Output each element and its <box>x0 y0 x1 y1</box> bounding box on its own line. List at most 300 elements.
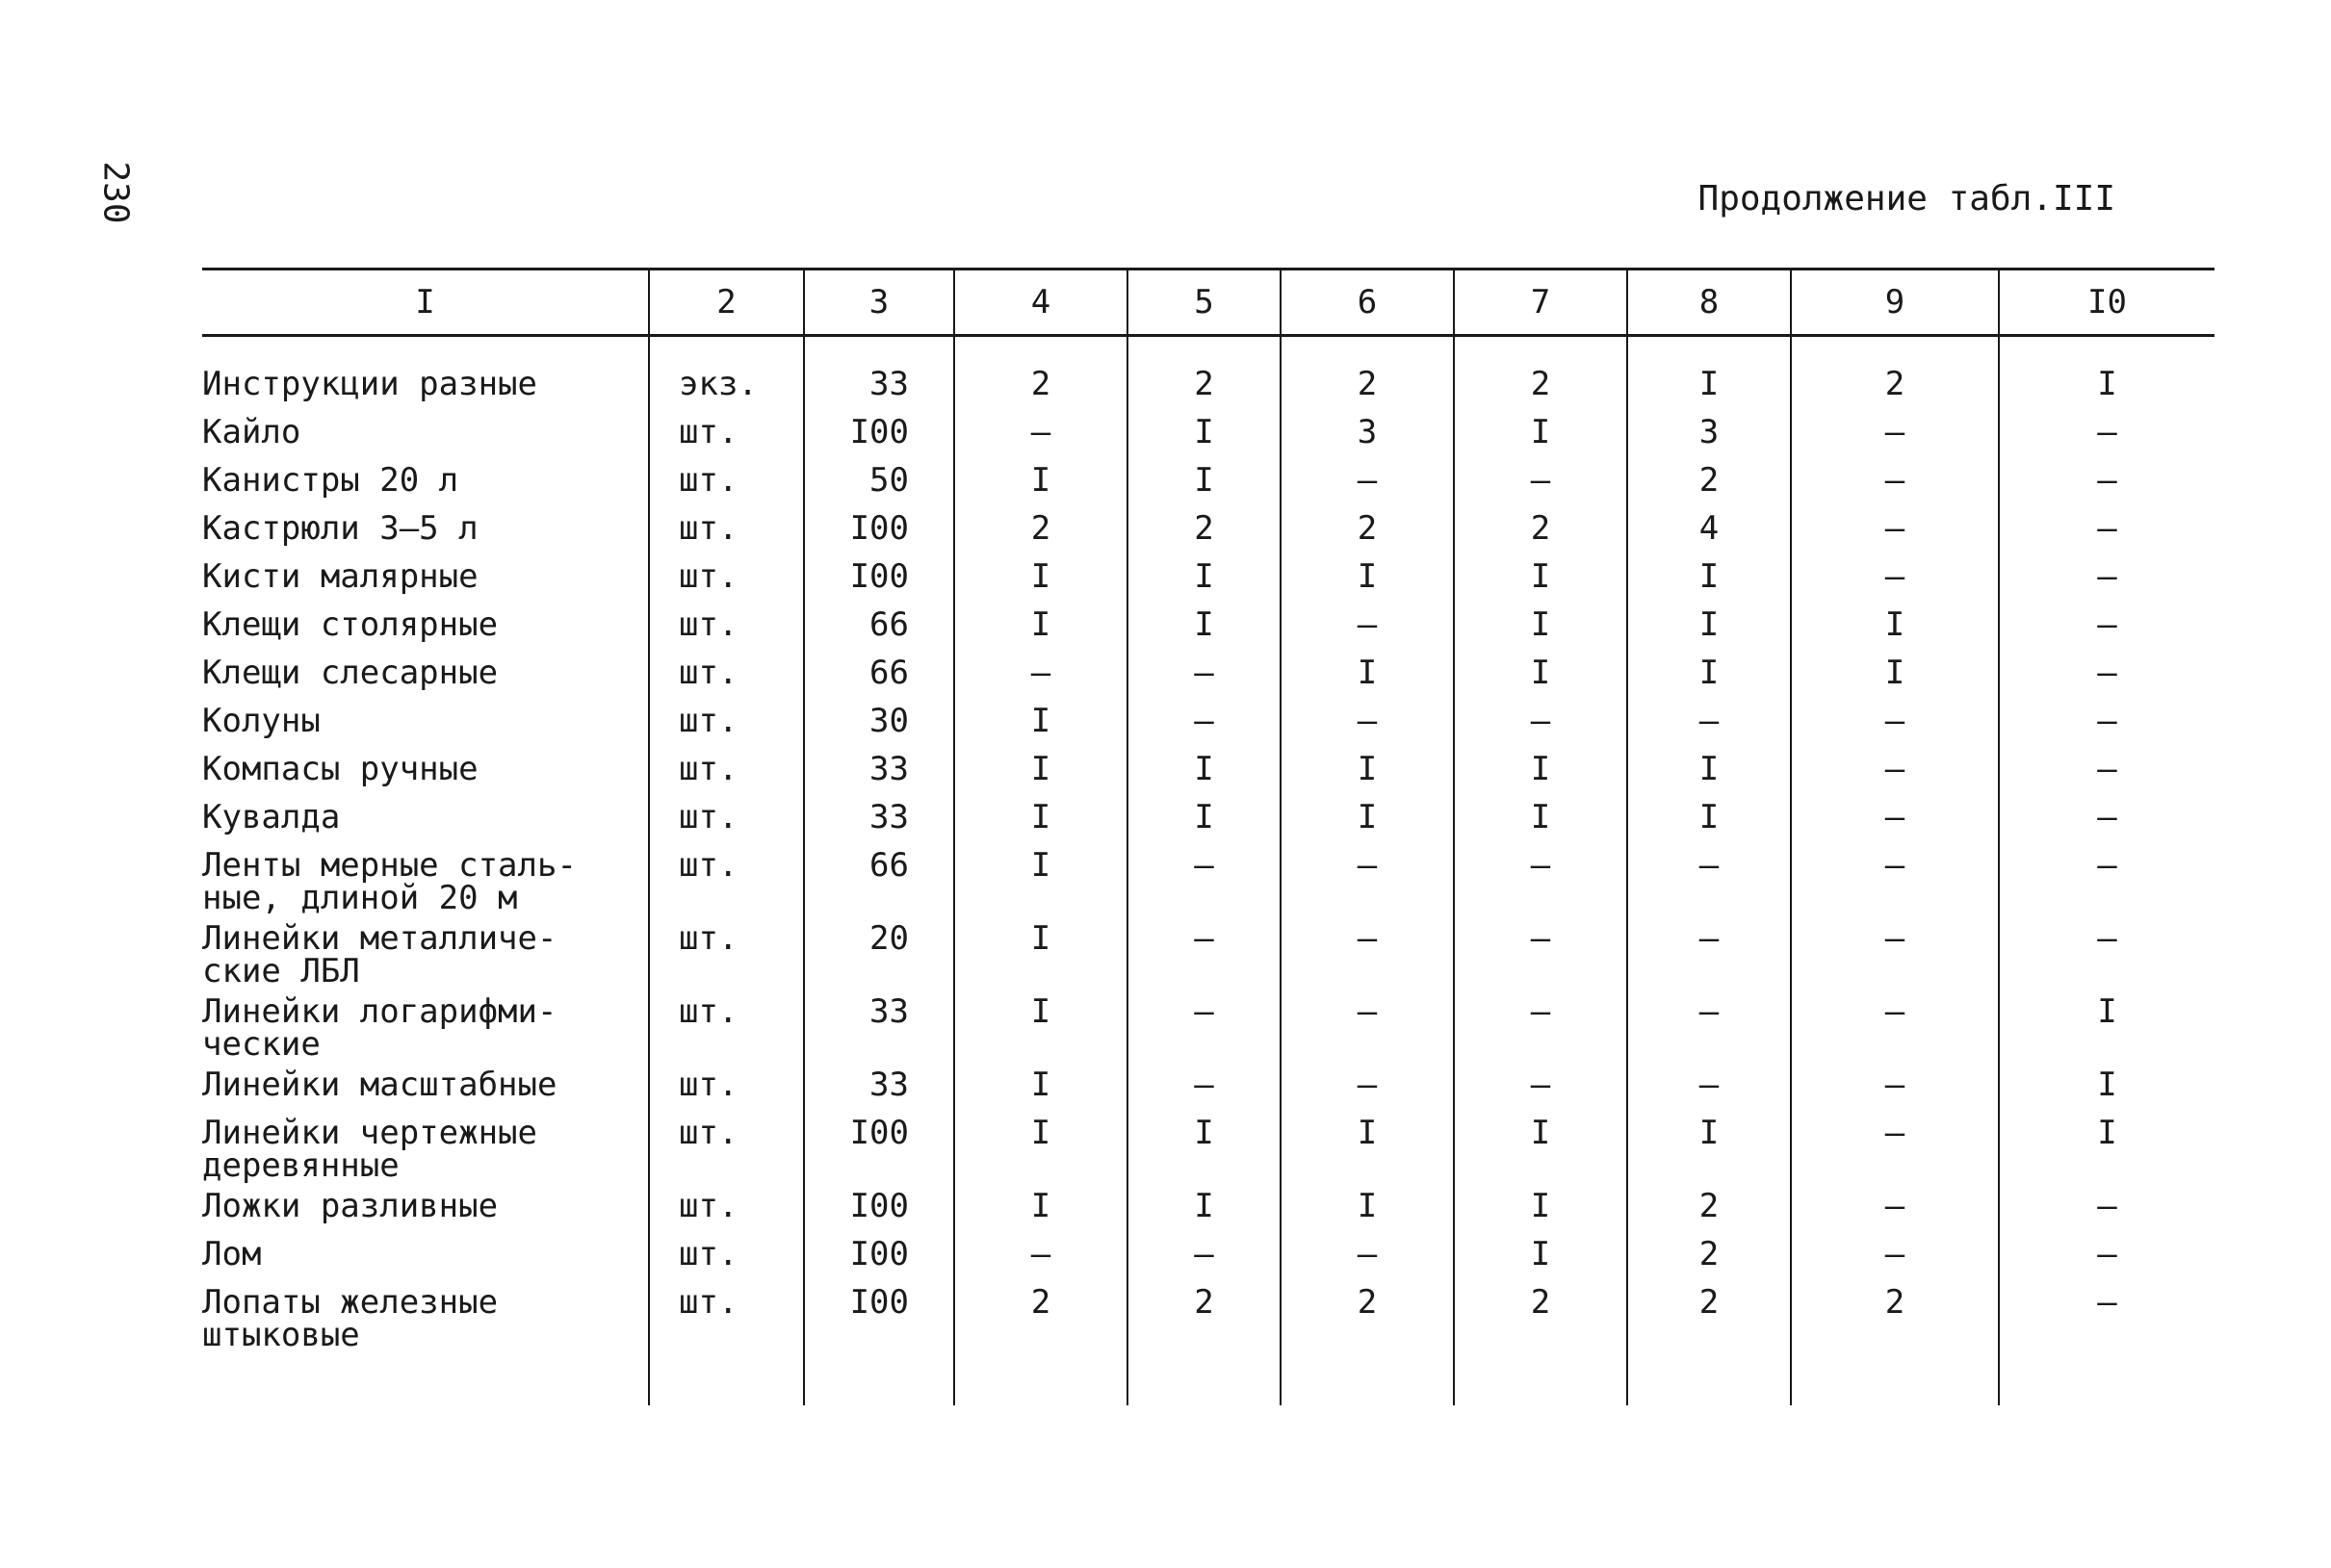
item-value <box>1791 1278 1999 1351</box>
item-value-text: I <box>1030 919 1051 958</box>
item-unit <box>649 793 804 841</box>
item-value <box>1791 841 1999 914</box>
item-quantity-text: I00 <box>849 509 909 548</box>
item-value <box>1627 1278 1791 1351</box>
item-value-text: – <box>1530 1066 1551 1104</box>
item-name <box>202 988 649 1064</box>
item-value-text: – <box>2097 605 2117 644</box>
empty-cell <box>1627 1351 1791 1405</box>
item-value-text: I <box>1357 750 1378 788</box>
item-value-text: – <box>2097 846 2117 885</box>
item-name-text: Ложки разливные <box>202 1187 499 1225</box>
table-spacer-row <box>202 1351 2214 1405</box>
item-value-text: – <box>1884 702 1905 740</box>
item-value <box>1627 408 1791 456</box>
item-value-text: – <box>2097 557 2117 596</box>
item-value <box>1999 793 2214 841</box>
item-value <box>1627 841 1791 914</box>
item-value <box>954 1109 1127 1182</box>
item-value <box>954 456 1127 504</box>
item-value-text: I <box>1030 461 1051 500</box>
item-value <box>1127 1278 1281 1351</box>
item-value <box>1127 1182 1281 1230</box>
item-value-text: – <box>2097 509 2117 548</box>
item-name-text: Лопаты железные штыковые <box>202 1283 499 1354</box>
item-value <box>1791 553 1999 601</box>
item-value <box>954 1230 1127 1278</box>
item-name <box>202 793 649 841</box>
item-value-text: I <box>1698 605 1720 644</box>
item-quantity <box>804 504 954 553</box>
item-quantity-text: 66 <box>869 846 909 885</box>
item-quantity-text: 30 <box>869 702 909 740</box>
item-name <box>202 408 649 456</box>
item-name-text: Компасы ручные <box>202 750 479 788</box>
item-unit <box>649 841 804 914</box>
item-value <box>1627 601 1791 649</box>
item-quantity <box>804 553 954 601</box>
item-value-text: 2 <box>1698 1235 1720 1273</box>
item-value <box>954 649 1127 697</box>
item-value <box>1454 914 1627 988</box>
item-unit-text: шт. <box>679 750 738 788</box>
item-value <box>1281 697 1454 745</box>
item-name <box>202 553 649 601</box>
item-value-text: I <box>1884 605 1905 644</box>
item-value <box>1999 456 2214 504</box>
item-value <box>1999 988 2214 1061</box>
item-value <box>1127 601 1281 649</box>
item-value <box>1791 504 1999 553</box>
item-name <box>202 841 649 917</box>
item-value <box>1999 1182 2214 1230</box>
item-value-text: I <box>1530 1235 1551 1273</box>
item-value-text: – <box>1194 846 1214 885</box>
item-value-text: – <box>1884 992 1905 1031</box>
item-name <box>202 914 649 988</box>
page-number: 230 <box>95 161 136 224</box>
item-unit-text: шт. <box>679 605 738 644</box>
item-value <box>1999 649 2214 697</box>
item-value-text: I <box>1698 557 1720 596</box>
item-value-text: I <box>1030 702 1051 740</box>
table-header <box>202 270 2214 336</box>
item-name <box>202 1230 649 1278</box>
item-quantity-text: 66 <box>869 605 909 644</box>
item-unit <box>649 456 804 504</box>
item-value-text: I <box>1194 1114 1214 1152</box>
item-value-text: I <box>1530 1187 1551 1225</box>
item-value <box>1791 336 1999 409</box>
item-value-text: – <box>1884 919 1905 958</box>
item-value-text: – <box>1884 461 1905 500</box>
item-value <box>1454 1109 1627 1182</box>
item-value-text: – <box>1194 992 1214 1031</box>
item-value <box>1791 649 1999 697</box>
empty-cell <box>649 1351 804 1405</box>
item-value <box>1999 914 2214 988</box>
item-value <box>1454 841 1627 914</box>
item-name <box>202 336 649 409</box>
item-value-text: – <box>2097 702 2117 740</box>
item-value-text: – <box>1030 413 1051 451</box>
item-value-text: 3 <box>1357 413 1378 451</box>
table-row <box>202 697 2214 745</box>
item-quantity-text: 33 <box>869 1066 909 1104</box>
item-quantity-text: I00 <box>849 1114 909 1152</box>
column-header-10: I0 <box>1999 270 2214 336</box>
item-value-text: I <box>1030 1066 1051 1104</box>
item-value <box>1281 649 1454 697</box>
item-value-text: 2 <box>1530 365 1551 403</box>
item-value-text: – <box>2097 919 2117 958</box>
table-row <box>202 504 2214 553</box>
column-header-9: 9 <box>1791 270 1999 336</box>
item-quantity-text: 33 <box>869 365 909 403</box>
empty-cell <box>954 1351 1127 1405</box>
item-name <box>202 1061 649 1109</box>
item-value-text: – <box>1194 654 1214 692</box>
column-header-1: I <box>202 270 649 336</box>
item-value-text: 2 <box>1030 365 1051 403</box>
item-unit-text: шт. <box>679 919 738 958</box>
item-name-text: Линейки чертежные деревянные <box>202 1114 537 1185</box>
item-unit-text: шт. <box>679 846 738 885</box>
item-name-text: Инструкции разные <box>202 365 537 403</box>
item-value <box>1791 988 1999 1061</box>
item-name-text: Кастрюли 3–5 л <box>202 509 479 548</box>
item-name-text: Лом <box>202 1235 262 1273</box>
item-name <box>202 1278 649 1354</box>
item-unit <box>649 504 804 553</box>
column-header-8: 8 <box>1627 270 1791 336</box>
item-value <box>1999 1278 2214 1351</box>
item-value-text: I <box>1194 557 1214 596</box>
item-value-text: I <box>1698 365 1720 403</box>
item-value-text: – <box>2097 1283 2117 1322</box>
item-value-text: I <box>1530 654 1551 692</box>
item-value-text: 2 <box>1030 1283 1051 1322</box>
item-value-text: – <box>1884 557 1905 596</box>
item-value-text: I <box>1357 798 1378 836</box>
item-value <box>1127 841 1281 914</box>
item-value <box>1791 1182 1999 1230</box>
item-value-text: – <box>1530 461 1551 500</box>
item-quantity-text: I00 <box>849 557 909 596</box>
item-value <box>1454 601 1627 649</box>
item-unit-text: шт. <box>679 461 738 500</box>
item-value-text: 2 <box>1884 1283 1905 1322</box>
item-value <box>954 336 1127 409</box>
item-quantity <box>804 793 954 841</box>
item-value <box>1281 601 1454 649</box>
item-value-text: 2 <box>1357 1283 1378 1322</box>
column-header-4: 4 <box>954 270 1127 336</box>
item-value <box>1627 336 1791 409</box>
item-quantity <box>804 336 954 409</box>
item-value-text: I <box>1357 557 1378 596</box>
item-value-text: I <box>1530 798 1551 836</box>
item-value <box>1791 745 1999 793</box>
item-value <box>1627 649 1791 697</box>
column-header-3: 3 <box>804 270 954 336</box>
item-value-text: – <box>1194 1235 1214 1273</box>
item-unit-text: шт. <box>679 992 738 1031</box>
supplies-table <box>202 268 2214 1405</box>
item-value <box>1999 408 2214 456</box>
item-value-text: I <box>1698 1114 1720 1152</box>
table-row <box>202 914 2214 988</box>
item-name-text: Колуны <box>202 702 321 740</box>
item-value <box>1791 1061 1999 1109</box>
item-value <box>1627 745 1791 793</box>
item-value <box>954 841 1127 914</box>
item-value <box>954 697 1127 745</box>
item-value <box>1127 553 1281 601</box>
column-header-7: 7 <box>1454 270 1627 336</box>
item-value-text: – <box>2097 750 2117 788</box>
item-value-text: I <box>1194 413 1214 451</box>
item-value <box>1127 745 1281 793</box>
item-quantity <box>804 841 954 914</box>
item-value-text: 2 <box>1698 461 1720 500</box>
item-quantity <box>804 1182 954 1230</box>
item-value-text: – <box>1194 702 1214 740</box>
item-value-text: – <box>1698 992 1720 1031</box>
empty-cell <box>1281 1351 1454 1405</box>
table-row <box>202 1109 2214 1182</box>
item-quantity <box>804 1061 954 1109</box>
item-quantity <box>804 914 954 988</box>
item-unit <box>649 745 804 793</box>
item-value-text: – <box>1530 992 1551 1031</box>
item-value <box>1999 504 2214 553</box>
item-unit <box>649 1278 804 1351</box>
item-quantity <box>804 1230 954 1278</box>
item-value-text: I <box>1884 654 1905 692</box>
item-value <box>1281 1182 1454 1230</box>
empty-cell <box>1999 1351 2214 1405</box>
item-unit <box>649 408 804 456</box>
empty-cell <box>1127 1351 1281 1405</box>
item-value-text: – <box>1030 654 1051 692</box>
item-value-text: 4 <box>1698 509 1720 548</box>
table-row <box>202 601 2214 649</box>
item-name <box>202 456 649 504</box>
item-name-text: Ленты мерные сталь- ные, длиной 20 м <box>202 846 577 917</box>
table-row <box>202 1230 2214 1278</box>
item-value <box>954 1061 1127 1109</box>
empty-cell <box>1454 1351 1627 1405</box>
item-value-text: 3 <box>1698 413 1720 451</box>
item-value-text: – <box>1698 919 1720 958</box>
item-quantity-text: 33 <box>869 750 909 788</box>
header-row <box>202 270 2214 336</box>
item-value-text: 2 <box>1530 1283 1551 1322</box>
item-value <box>1999 1230 2214 1278</box>
item-value <box>1281 504 1454 553</box>
item-value-text: I <box>1030 1187 1051 1225</box>
item-value-text: I <box>1698 654 1720 692</box>
item-unit <box>649 336 804 409</box>
item-value <box>1454 553 1627 601</box>
item-value <box>954 504 1127 553</box>
item-value <box>1791 601 1999 649</box>
item-value-text: – <box>1884 1187 1905 1225</box>
item-value <box>954 914 1127 988</box>
item-value-text: I <box>1030 750 1051 788</box>
item-value-text: I <box>1194 750 1214 788</box>
table-row <box>202 1061 2214 1109</box>
item-value <box>1281 914 1454 988</box>
item-name-text: Линейки логарифми- ческие <box>202 992 557 1064</box>
item-value-text: I <box>1030 992 1051 1031</box>
item-value <box>1281 988 1454 1061</box>
item-unit <box>649 988 804 1061</box>
item-value <box>1281 408 1454 456</box>
item-value-text: – <box>1357 846 1378 885</box>
item-value-text: 2 <box>1698 1187 1720 1225</box>
item-value <box>1454 504 1627 553</box>
item-name-text: Канистры 20 л <box>202 461 459 500</box>
item-value-text: I <box>1530 413 1551 451</box>
item-value-text: – <box>1357 992 1378 1031</box>
item-quantity-text: I00 <box>849 1235 909 1273</box>
item-value-text: – <box>1357 702 1378 740</box>
item-name <box>202 649 649 697</box>
item-quantity-text: 20 <box>869 919 909 958</box>
item-value-text: – <box>1530 919 1551 958</box>
item-unit-text: шт. <box>679 1283 738 1322</box>
item-unit <box>649 1109 804 1182</box>
item-value-text: – <box>1884 798 1905 836</box>
item-value <box>1627 1061 1791 1109</box>
item-value <box>954 745 1127 793</box>
item-value <box>1791 914 1999 988</box>
item-quantity <box>804 1278 954 1351</box>
item-name <box>202 601 649 649</box>
item-unit-text: шт. <box>679 1114 738 1152</box>
item-value-text: I <box>1698 798 1720 836</box>
item-value-text: I <box>1530 750 1551 788</box>
item-value <box>1454 745 1627 793</box>
item-quantity <box>804 456 954 504</box>
item-value <box>1627 793 1791 841</box>
item-quantity <box>804 745 954 793</box>
item-name <box>202 697 649 745</box>
item-unit-text: шт. <box>679 1187 738 1225</box>
item-value <box>1627 914 1791 988</box>
item-value-text: – <box>1698 702 1720 740</box>
item-quantity-text: I00 <box>849 1187 909 1225</box>
item-value-text: 2 <box>1357 509 1378 548</box>
item-unit <box>649 914 804 988</box>
item-value-text: I <box>1530 605 1551 644</box>
item-value-text: I <box>2097 1066 2117 1104</box>
item-value-text: 2 <box>1194 509 1214 548</box>
item-quantity <box>804 649 954 697</box>
item-value <box>1281 1061 1454 1109</box>
item-name <box>202 1182 649 1230</box>
item-value-text: I <box>1030 1114 1051 1152</box>
item-value <box>1454 336 1627 409</box>
item-unit-text: экз. <box>679 365 758 403</box>
item-value <box>1791 793 1999 841</box>
item-value <box>1999 1061 2214 1109</box>
item-value-text: – <box>1884 750 1905 788</box>
item-value <box>1791 1109 1999 1182</box>
item-unit <box>649 1061 804 1109</box>
item-name-text: Кувалда <box>202 798 341 836</box>
item-value-text: I <box>1030 557 1051 596</box>
item-value <box>954 1278 1127 1351</box>
item-value <box>954 553 1127 601</box>
item-value-text: I <box>2097 1114 2117 1152</box>
item-value <box>1454 1061 1627 1109</box>
item-value-text: 2 <box>1530 509 1551 548</box>
item-unit-text: шт. <box>679 509 738 548</box>
item-value <box>1999 841 2214 914</box>
item-value <box>1791 1230 1999 1278</box>
item-value <box>1127 1061 1281 1109</box>
item-value <box>1127 408 1281 456</box>
empty-cell <box>804 1351 954 1405</box>
item-value-text: – <box>1530 846 1551 885</box>
item-value <box>954 601 1127 649</box>
item-value <box>1791 697 1999 745</box>
item-name-text: Линейки масштабные <box>202 1066 557 1104</box>
item-value-text: I <box>1194 798 1214 836</box>
item-unit-text: шт. <box>679 1235 738 1273</box>
item-quantity-text: 33 <box>869 992 909 1031</box>
table-row <box>202 408 2214 456</box>
item-quantity-text: I00 <box>849 413 909 451</box>
item-value <box>1127 456 1281 504</box>
item-value <box>1281 793 1454 841</box>
item-value <box>1454 1182 1627 1230</box>
item-value <box>1454 408 1627 456</box>
table-row <box>202 336 2214 409</box>
item-value-text: – <box>1884 846 1905 885</box>
table-row <box>202 456 2214 504</box>
item-quantity <box>804 988 954 1061</box>
item-value-text: – <box>1357 1235 1378 1273</box>
item-value <box>1454 456 1627 504</box>
item-value-text: 2 <box>1698 1283 1720 1322</box>
item-value-text: – <box>1194 919 1214 958</box>
item-name-text: Клещи слесарные <box>202 654 499 692</box>
item-value <box>1454 988 1627 1061</box>
item-value <box>954 408 1127 456</box>
item-value-text: – <box>1357 919 1378 958</box>
item-value <box>1627 1182 1791 1230</box>
item-value-text: – <box>1030 1235 1051 1273</box>
item-unit <box>649 1182 804 1230</box>
table-row <box>202 988 2214 1061</box>
column-header-6: 6 <box>1281 270 1454 336</box>
item-value-text: – <box>1357 461 1378 500</box>
item-value <box>1627 697 1791 745</box>
column-header-5: 5 <box>1127 270 1281 336</box>
item-value-text: I <box>1357 1114 1378 1152</box>
item-unit-text: шт. <box>679 1066 738 1104</box>
item-unit-text: шт. <box>679 702 738 740</box>
item-value <box>1627 1230 1791 1278</box>
item-value-text: I <box>1194 461 1214 500</box>
item-unit <box>649 697 804 745</box>
item-value <box>1127 336 1281 409</box>
table-body <box>202 336 2214 1406</box>
